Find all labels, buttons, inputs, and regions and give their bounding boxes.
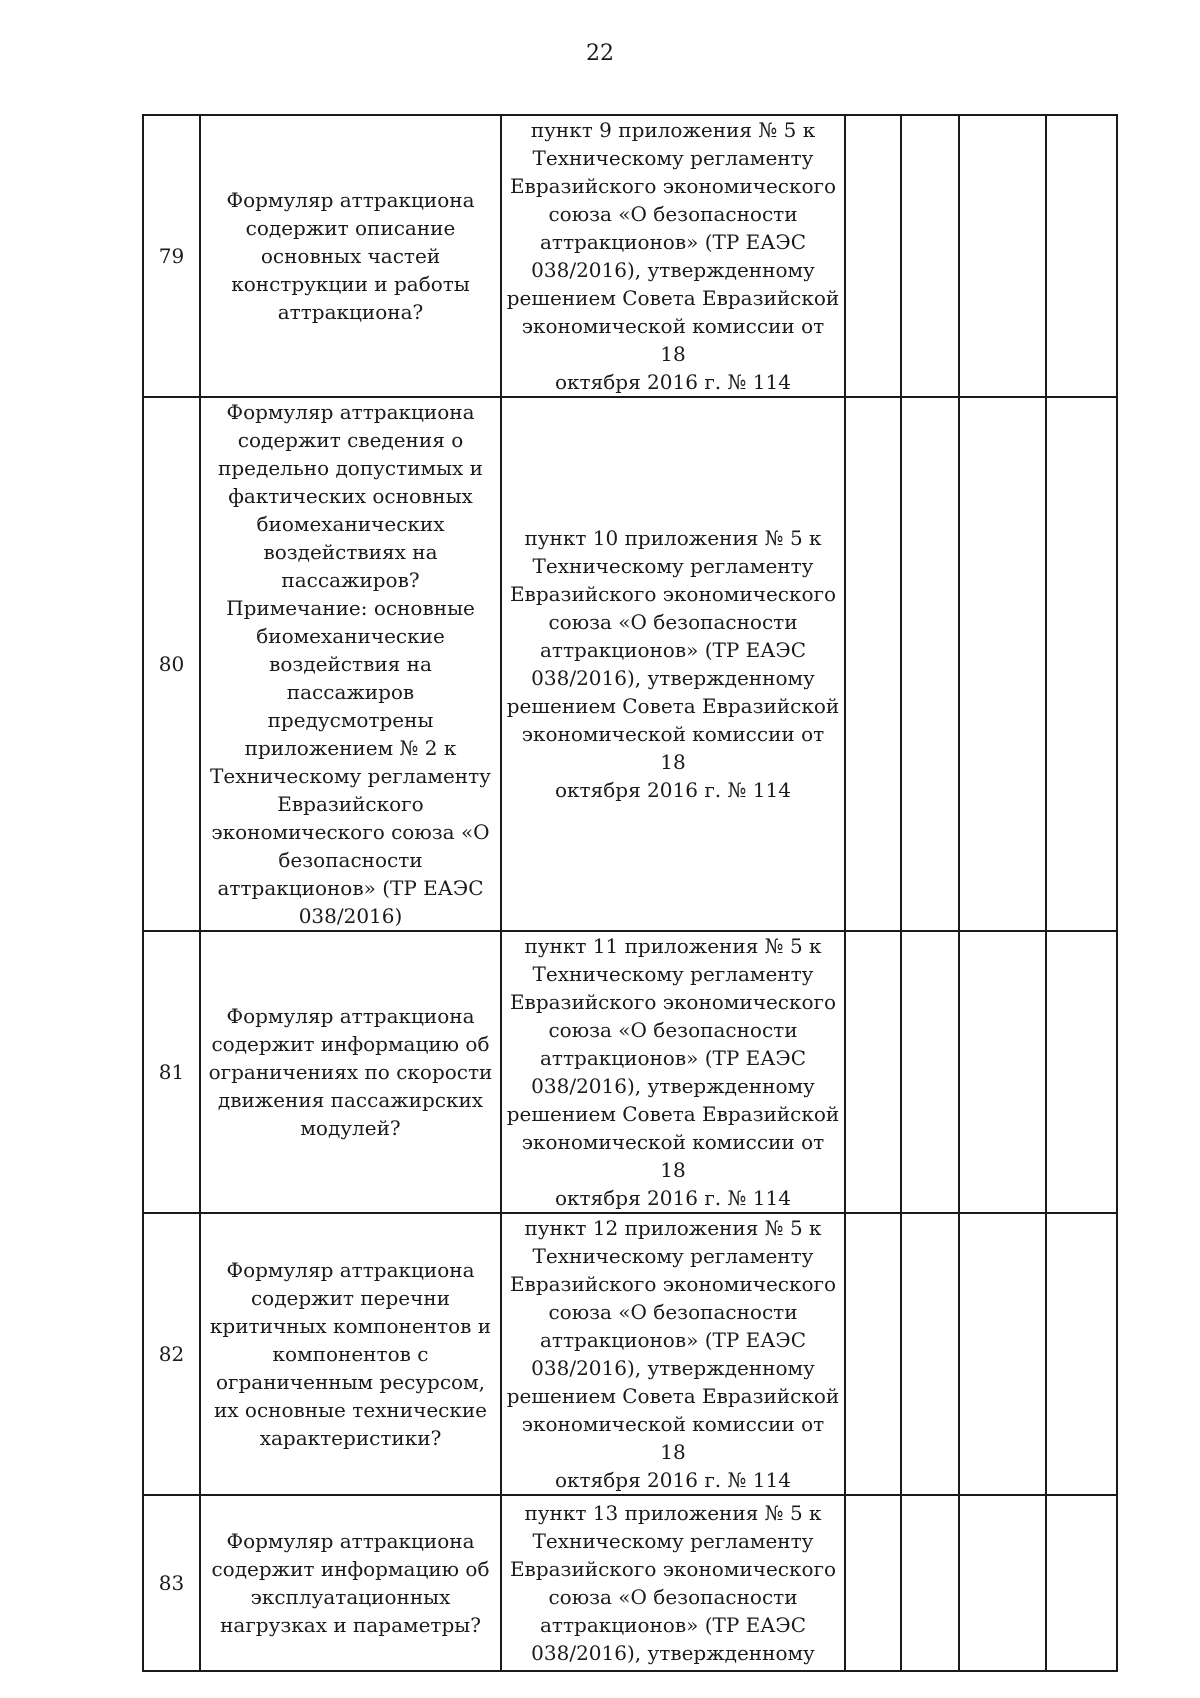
question-cell: Формуляр аттракциона содержит сведения о предельно допустимых и фактических основных биомеханических воздействиях на пассажиров? Примечание: основные биомеханические воздействия на пассажиров предусмотрены приложением № 2 к Техническому регламенту Евразийского экономического союза «О безопасности аттракционов» (ТР ЕАЭС 038/2016) (200, 397, 501, 931)
table-row (143, 1495, 1117, 1671)
reference-cell: пункт 13 приложения № 5 к Техническому регламенту Евразийского экономического союза «О безопасности аттракционов» (ТР ЕАЭС 038/2016), утвержденному (501, 1495, 845, 1671)
notes-cell[interactable] (1046, 1213, 1117, 1495)
item-number: 83 (143, 1495, 200, 1671)
answer-cell-yes[interactable] (845, 1495, 901, 1671)
table-row (143, 397, 1117, 931)
item-number: 82 (143, 1213, 200, 1495)
question-cell: Формуляр аттракциона содержит перечни критичных компонентов и компонентов с ограниченным ресурсом, их основные технические характеристики? (200, 1213, 501, 1495)
page-number: 22 (586, 41, 614, 66)
reference-cell: пункт 10 приложения № 5 к Техническому регламенту Евразийского экономического союза «О безопасности аттракционов» (ТР ЕАЭС 038/2016), утвержденному решением Совета Евразийской экономической комиссии от 18 октября 2016 г. № 114 (501, 397, 845, 931)
answer-cell-not-applicable[interactable] (959, 931, 1046, 1213)
question-cell: Формуляр аттракциона содержит информацию об ограничениях по скорости движения пассажирских модулей? (200, 931, 501, 1213)
answer-cell-not-applicable[interactable] (959, 1495, 1046, 1671)
reference-cell: пункт 12 приложения № 5 к Техническому регламенту Евразийского экономического союза «О безопасности аттракционов» (ТР ЕАЭС 038/2016), утвержденному решением Совета Евразийской экономической комиссии от 18 октября 2016 г. № 114 (501, 1213, 845, 1495)
reference-cell: пункт 9 приложения № 5 к Техническому регламенту Евразийского экономического союза «О безопасности аттракционов» (ТР ЕАЭС 038/2016), утвержденному решением Совета Евразийской экономической комиссии от 18 октября 2016 г. № 114 (501, 115, 845, 397)
answer-cell-no[interactable] (901, 1213, 959, 1495)
question-cell: Формуляр аттракциона содержит информацию об эксплуатационных нагрузках и параметры? (200, 1495, 501, 1671)
reference-cell: пункт 11 приложения № 5 к Техническому регламенту Евразийского экономического союза «О безопасности аттракционов» (ТР ЕАЭС 038/2016), утвержденному решением Совета Евразийской экономической комиссии от 18 октября 2016 г. № 114 (501, 931, 845, 1213)
answer-cell-no[interactable] (901, 931, 959, 1213)
answer-cell-yes[interactable] (845, 397, 901, 931)
answer-cell-not-applicable[interactable] (959, 1213, 1046, 1495)
answer-cell-not-applicable[interactable] (959, 397, 1046, 931)
answer-cell-yes[interactable] (845, 931, 901, 1213)
item-number: 81 (143, 931, 200, 1213)
table-row (143, 931, 1117, 1213)
notes-cell[interactable] (1046, 115, 1117, 397)
table-row (143, 115, 1117, 397)
item-number: 80 (143, 397, 200, 931)
notes-cell[interactable] (1046, 931, 1117, 1213)
answer-cell-yes[interactable] (845, 1213, 901, 1495)
notes-cell[interactable] (1046, 1495, 1117, 1671)
answer-cell-no[interactable] (901, 397, 959, 931)
question-cell: Формуляр аттракциона содержит описание основных частей конструкции и работы аттракциона? (200, 115, 501, 397)
item-number: 79 (143, 115, 200, 397)
checklist-table (142, 114, 1118, 1672)
answer-cell-not-applicable[interactable] (959, 115, 1046, 397)
answer-cell-yes[interactable] (845, 115, 901, 397)
answer-cell-no[interactable] (901, 1495, 959, 1671)
table-row (143, 1213, 1117, 1495)
notes-cell[interactable] (1046, 397, 1117, 931)
answer-cell-no[interactable] (901, 115, 959, 397)
